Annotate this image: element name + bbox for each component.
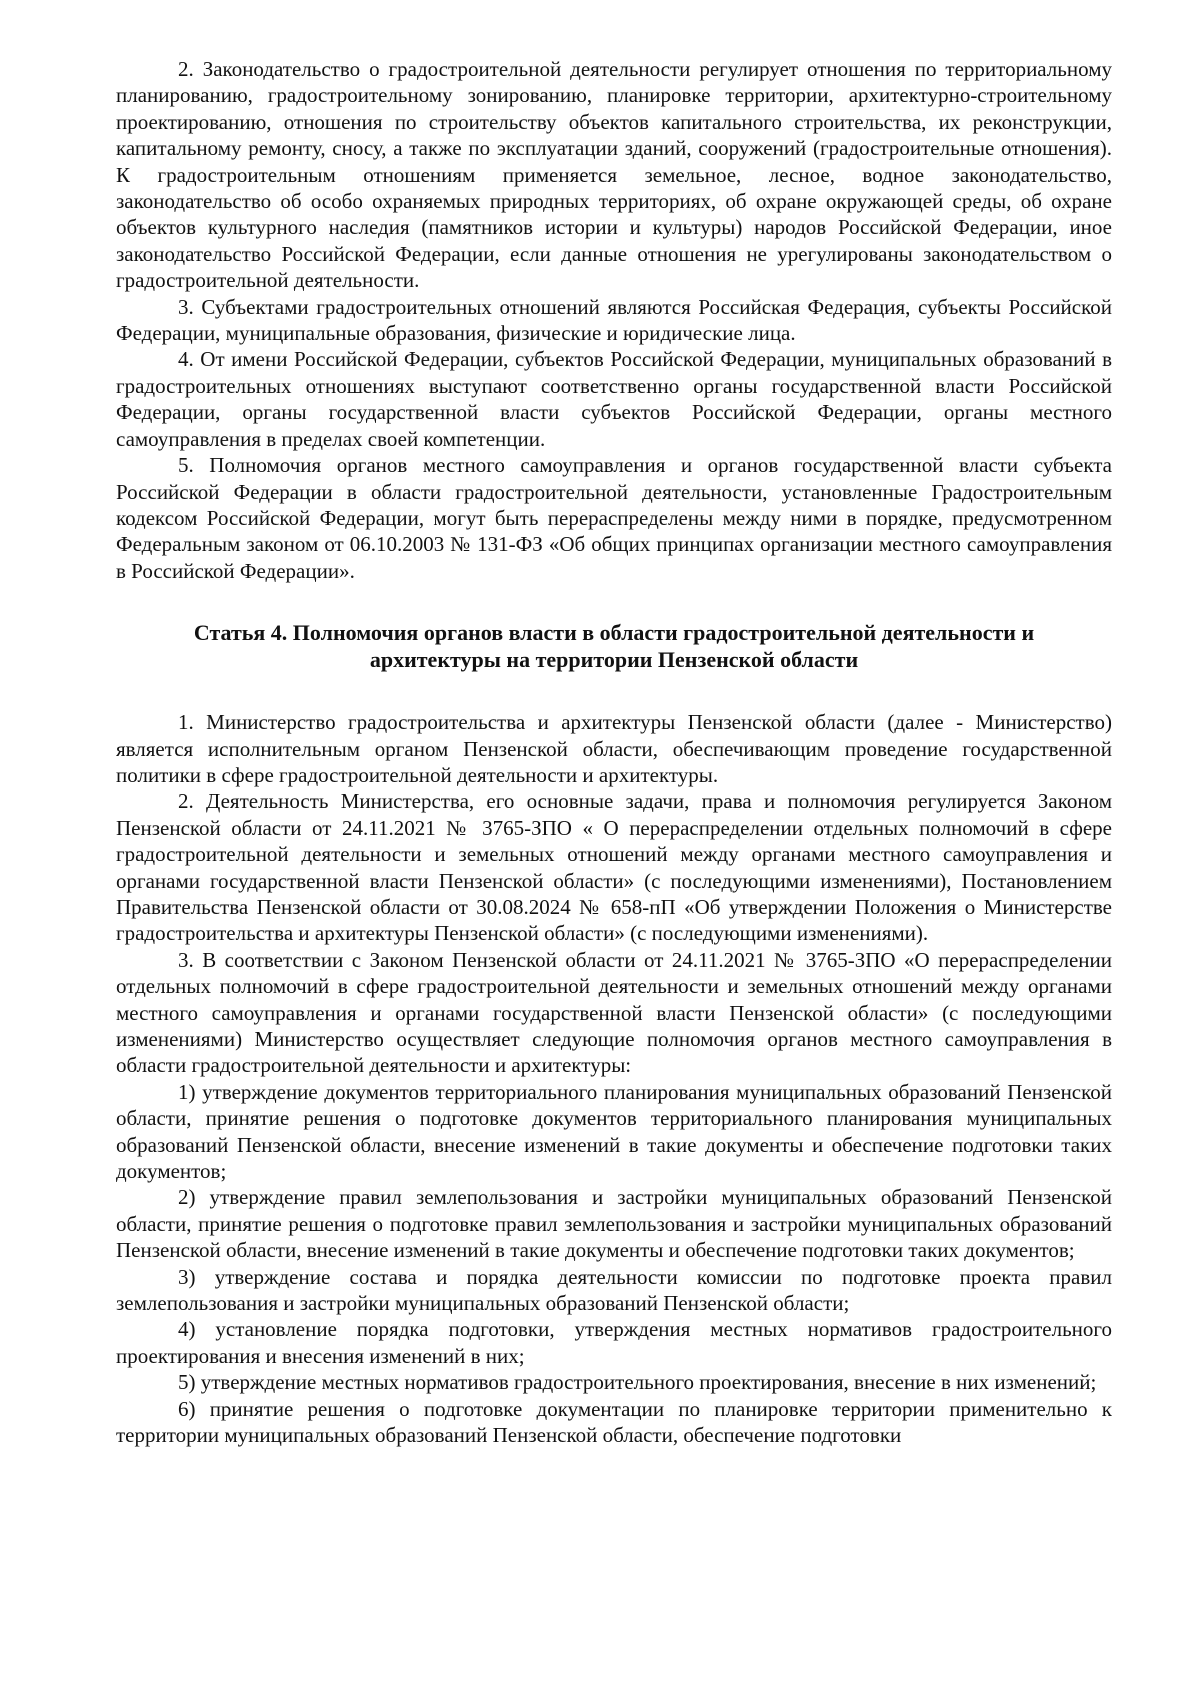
- paragraph-redistribution: 5. Полномочия органов местного самоуправления и органов государственной власти субъекта Российской Федерации в области градостроительной деятельности, установленные Градостроительным кодексом Российской Федерации, могут быть перераспределены между ними в порядке, предусмотренном Федеральным законом от 06.10.2003 № 131-ФЗ «Об общих принципах организации местного самоуправления в Российской Федерации».: [116, 453, 1112, 583]
- article-heading-line-2: архитектуры на территории Пензенской области: [369, 647, 859, 673]
- paragraph-ministry-powers: 3. В соответствии с Законом Пензенской области от 24.11.2021 № 3765-ЗПО «О перераспределении отдельных полномочий в сфере градостроительной деятельности и земельных отношений между органами местного самоуправления и органами государственной власти Пензенской области» (с последующими изменениями) Министерство осуществляет следующие полномочия органов местного самоуправления в области градостроительной деятельности и архитектуры:: [116, 947, 1112, 1078]
- list-item-6: 6) принятие решения о подготовке документации по планировке территории применительно к территории муниципальных образований Пензенской области, обеспечение подготовки: [116, 1396, 1112, 1448]
- list-item-2: 2) утверждение правил землепользования и застройки муниципальных образований Пензенской области, принятие решения о подготовке правил землепользования и застройки муниципальных образований Пензенской области, внесение изменений в такие документы и обеспечение подготовки таких документов;: [116, 1185, 1112, 1263]
- list-item-5: 5) утверждение местных нормативов градостроительного проектирования, внесение в них изменений;: [178, 1370, 1097, 1395]
- paragraph-ministry: 1. Министерство градостроительства и архитектуры Пензенской области (далее - Министерство) является исполнительным органом Пензенской области, обеспечивающим проведение государственной политики в сфере градостроительной деятельности и архитектуры.: [116, 710, 1112, 787]
- article-heading: [116, 619, 1112, 673]
- paragraph-ministry-activity: 2. Деятельность Министерства, его основные задачи, права и полномочия регулируется Законом Пензенской области от 24.11.2021 № 3765-ЗПО « О перераспределении отдельных полномочий в сфере градостроительной деятельности и земельных отношений между органами местного самоуправления и органами государственной власти Пензенской области» (с последующими изменениями), Постановлением Правительства Пензенской области от 30.08.2024 № 658-пП «Об утверждении Положения о Министерстве градостроительства и архитектуры Пензенской области» (с последующими изменениями).: [116, 789, 1112, 946]
- article-heading-line-1: Статья 4. Полномочия органов власти в области градостроительной деятельности и: [193, 620, 1035, 646]
- list-item-4: 4) установление порядка подготовки, утверждения местных нормативов градостроительного проектирования и внесения изменений в них;: [116, 1317, 1112, 1368]
- list-item-3: 3) утверждение состава и порядка деятельности комиссии по подготовке проекта правил землепользования и застройки муниципальных образований Пензенской области;: [116, 1264, 1112, 1316]
- list-item-1: 1) утверждение документов территориального планирования муниципальных образований Пензенской области, принятие решения о подготовке документов территориального планирования муниципальных образований Пензенской области, внесение изменений в такие документы и обеспечение подготовки таких документов;: [116, 1079, 1112, 1184]
- paragraph-law-regulation: 2. Законодательство о градостроительной деятельности регулирует отношения по территориальному планированию, градостроительному зонированию, планировке территории, архитектурно-строительному проектированию, отношения по строительству объектов капитального строительства, их реконструкции, капитальному ремонту, сносу, а также по эксплуатации зданий, сооружений (градостроительные отношения). К градостроительным отношениям применяется земельное, лесное, водное законодательство, законодательство об особо охраняемых природных территориях, об охране окружающей среды, об охране объектов культурного наследия (памятников истории и культуры) народов Российской Федерации, иное законодательство Российской Федерации, если данные отношения не урегулированы законодательством о градостроительной деятельности.: [116, 57, 1112, 293]
- paragraph-subjects: 3. Субъектами градостроительных отношений являются Российская Федерация, субъекты Российской Федерации, муниципальные образования, физические и юридические лица.: [116, 294, 1112, 346]
- paragraph-representation: 4. От имени Российской Федерации, субъектов Российской Федерации, муниципальных образований в градостроительных отношениях выступают соответственно органы государственной власти Российской Федерации, органы государственной власти субъектов Российской Федерации, органы местного самоуправления в пределах своей компетенции.: [116, 347, 1112, 451]
